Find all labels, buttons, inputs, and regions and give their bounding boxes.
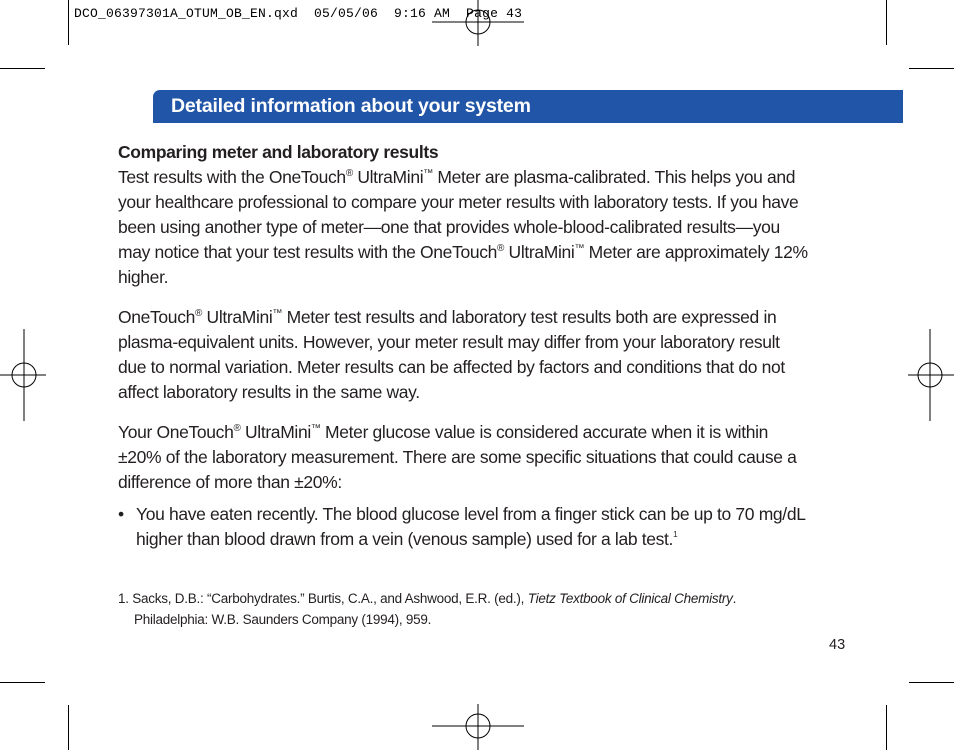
registration-mark-top: [432, 0, 524, 48]
book-title: Tietz Textbook of Clinical Chemistry: [527, 591, 733, 606]
page-title: Detailed information about your system: [171, 95, 531, 117]
trademark-mark: ™: [574, 243, 585, 254]
crop-mark-bottom-right-vertical: [886, 705, 887, 750]
bullet-icon: •: [118, 504, 124, 524]
trademark-mark: ™: [272, 308, 283, 319]
registration-mark-bottom: [432, 703, 524, 750]
page-number: 43: [829, 637, 846, 653]
crop-mark-top-left-vertical: [68, 0, 69, 45]
print-slug: DCO_06397301A_OTUM_OB_EN.qxd 05/05/06 9:16 AM Page 43: [74, 6, 523, 21]
main-content: [118, 140, 808, 552]
paragraph-plasma-calibrated: Test results with the OneTouch® UltraMini™ Meter are plasma-calibrated. This helps you and your healthcare professional to compare your meter results with laboratory tests. If you have been using another type of meter—one that provides whole-blood-calibrated results—you may notice that your test results with the OneTouch® UltraMini™ Meter are approximately 12% higher.: [118, 167, 808, 287]
paragraph-accuracy: Your OneTouch® UltraMini™ Meter glucose value is considered accurate when it is within ±20% of the laboratory measurement. There are some specific situations that could cause a difference of more than ±20%:: [118, 422, 797, 492]
crop-mark-bottom-left-vertical: [68, 705, 69, 750]
registered-mark: ®: [233, 423, 241, 434]
crop-mark-bottom-left-horizontal: [0, 682, 45, 683]
registered-mark: ®: [497, 243, 505, 254]
crop-mark-top-right-vertical: [886, 0, 887, 45]
crop-mark-bottom-right-horizontal: [909, 682, 954, 683]
footnote: [118, 588, 818, 630]
trademark-mark: ™: [310, 423, 321, 434]
registered-mark: ®: [345, 168, 353, 179]
crop-mark-top-right-horizontal: [909, 68, 954, 69]
section-heading: Comparing meter and laboratory results: [118, 142, 439, 162]
footnote-line-2: Philadelphia: W.B. Saunders Company (1994), 959.: [134, 612, 432, 627]
registered-mark: ®: [194, 308, 203, 319]
crop-mark-top-left-horizontal: [0, 68, 45, 69]
footnote-reference: 1: [673, 530, 678, 539]
registration-mark-right: [906, 329, 954, 421]
section-header-band: [153, 90, 903, 123]
footnote-line-1: 1. Sacks, D.B.: “Carbohydrates.” Burtis, C.A., and Ashwood, E.R. (ed.), Tietz Textbook of Clinical Chemistry.: [118, 591, 737, 606]
registration-mark-left: [0, 329, 48, 421]
trademark-mark: ™: [423, 168, 433, 179]
list-item: • You have eaten recently. The blood glucose level from a finger stick can be up to 70 mg/dL higher than blood drawn from a vein (venous sample) used for a lab test.$^1$: [118, 502, 808, 552]
paragraph-plasma-equivalent: OneTouch® UltraMini™ Meter test results and laboratory test results both are expressed in plasma-equivalent units. However, your meter result may differ from your laboratory result due to normal variation. Meter results can be affected by factors and conditions that do not affect laboratory results in the same way.: [118, 307, 785, 402]
